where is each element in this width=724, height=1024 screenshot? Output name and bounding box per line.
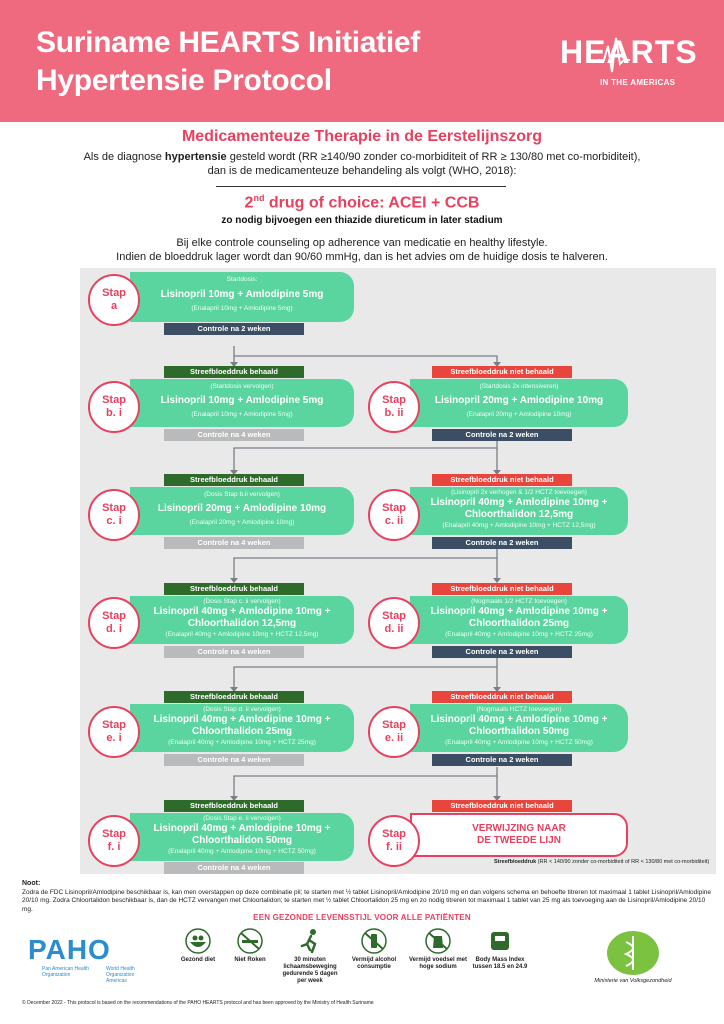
stap-e-ii-main-2: Chloorthalidon 50mg: [469, 726, 569, 737]
stap-f-i-circle: [88, 815, 140, 867]
stap-f-i-main-1: Lisinopril 40mg + Amlodipine 10mg +: [153, 823, 331, 834]
diagnosis-pre: Als de diagnose: [83, 151, 165, 163]
advice-line-2: Indien de bloeddruk lager wordt dan 90/60 mmHg, dan is het advies om de huidige dosis te halveren.: [116, 251, 608, 263]
stap-d-ii-circle: [368, 597, 420, 649]
stap-f-i-small-top: (Dosis Stap e. ii vervolgen): [203, 815, 281, 822]
stap-f-ii-main-1: VERWIJZING NAAR: [472, 823, 566, 834]
stap-d-ii-header: Streefbloeddruk niet behaald: [432, 583, 572, 595]
stap-b-i-main: Lisinopril 10mg + Amlodipine 5mg: [160, 395, 324, 406]
stap-c-ii-main-1: Lisinopril 40mg + Amlodipine 10mg +: [430, 497, 608, 508]
legend-rest: (RR < 140/90 zonder co-morbiditeit of RR < 130/80 met co-morbiditeit): [536, 859, 710, 865]
stap-f-ii-circle: [368, 815, 420, 867]
stap-c-i-circle: [88, 489, 140, 541]
stap-c-i-control: Controle na 4 weken: [164, 537, 304, 549]
stap-code: d. ii: [384, 623, 404, 635]
paho-line-1: Pan American Health Organization: [42, 966, 89, 978]
stap-e-ii-circle: [368, 706, 420, 758]
stap-d-ii-main-1: Lisinopril 40mg + Amlodipine 10mg +: [430, 606, 608, 617]
lifestyle-label: Vermijd alcohol consumptie: [351, 957, 397, 970]
stap-label: Stap: [102, 502, 126, 514]
stap-a-box: [130, 272, 354, 322]
drug-sup: nd: [253, 193, 265, 203]
stap-c-ii-main-2: Chloorthalidon 12,5mg: [464, 509, 574, 520]
stap-f-i-small-bottom: (Enalapril 40mg + Amlodipine 10mg + HCTZ 50mg): [168, 848, 316, 855]
stap-label: Stap: [102, 719, 126, 731]
stap-b-ii-small-top: (Startdosis 2x intensiveren): [479, 383, 559, 390]
stap-d-ii-box: [410, 596, 628, 644]
stap-code: a: [110, 300, 118, 312]
note-title: Noot:: [22, 880, 41, 887]
lifestyle-item-diet: [168, 928, 228, 964]
stap-d-ii-small-bottom: (Enalapril 40mg + Amlodipine 10mg + HCTZ 25mg): [445, 631, 593, 638]
stap-code: d. i: [106, 623, 122, 635]
stap-e-ii-box: [410, 704, 628, 752]
stap-b-i-circle: [88, 381, 140, 433]
lifestyle-label: Gezond diet: [180, 957, 216, 963]
stap-e-ii-header: Streefbloeddruk niet behaald: [432, 691, 572, 703]
stap-code: c. i: [106, 515, 122, 527]
lifestyle-label: Niet Roken: [234, 957, 266, 963]
diagnosis-post: gesteld wordt (RR ≥140/90 zonder co-morbiditeit of RR ≥ 130/80 met co-morbiditeit),: [226, 151, 641, 163]
stap-d-ii-main-2: Chloorthalidon 25mg: [469, 618, 569, 629]
lifestyle-item-bmi: [470, 928, 530, 971]
stap-d-ii-small-top: (Nogmaals 1/2 HCTZ toevoegen): [471, 598, 567, 605]
stap-b-ii-header: Streefbloeddruk niet behaald: [432, 366, 572, 378]
no-salt-icon: [424, 928, 452, 954]
stap-c-ii-small-top: (Lisinopril 2x verhogen & 1/2 HCTZ toevoegen): [451, 489, 587, 496]
stap-a-main: Lisinopril 10mg + Amlodipine 5mg: [160, 289, 324, 300]
note-block: [22, 880, 712, 914]
stap-b-i-small-bottom: (Enalapril 10mg + Amlodipine 5mg): [191, 411, 293, 418]
stap-d-i-control: Controle na 4 weken: [164, 646, 304, 658]
stap-f-i-main-2: Chloorthalidon 50mg: [192, 835, 292, 846]
lifestyle-label: Body Mass Index tussen 18.5 en 24.9: [472, 957, 528, 970]
stap-b-ii-control: Controle na 2 weken: [432, 429, 572, 441]
legend-bold: Streefbloeddruk: [494, 859, 537, 865]
stap-c-ii-control: Controle na 2 weken: [432, 537, 572, 549]
stap-e-i-main-1: Lisinopril 40mg + Amlodipine 10mg +: [153, 714, 331, 725]
stap-d-i-box: [130, 596, 354, 644]
stap-c-i-small-bottom: (Enalapril 20mg + Amlodipine 10mg): [189, 519, 295, 526]
stap-e-i-main-2: Chloorthalidon 25mg: [192, 726, 292, 737]
bmi-scale-icon: [486, 928, 514, 954]
stap-b-ii-main: Lisinopril 20mg + Amlodipine 10mg: [434, 395, 604, 406]
lifestyle-item-exercise: [280, 928, 340, 985]
drug-prefix: 2: [244, 194, 254, 212]
stap-label: Stap: [382, 828, 406, 840]
stap-d-i-small-bottom: (Enalapril 40mg + Amlodipine 10mg + HCTZ 12,5mg): [165, 631, 319, 638]
stap-b-ii-box: [410, 379, 628, 427]
salad-icon: [184, 928, 212, 954]
stap-e-ii-small-top: (Nogmaals HCTZ toevoegen): [476, 706, 562, 713]
stap-code: f. ii: [386, 841, 402, 853]
stap-c-ii-circle: [368, 489, 420, 541]
stap-d-i-circle: [88, 597, 140, 649]
stap-a-small-top: Startdosis:: [226, 276, 258, 283]
drug-rest: drug of choice: ACEI + CCB: [264, 194, 480, 212]
stap-d-i-main-2: Chloorthalidon 12,5mg: [187, 618, 297, 629]
paho-line-2: World Health Organization Americas: [106, 966, 135, 984]
title-line-2: Hypertensie Protocol: [36, 64, 332, 97]
lifestyle-item-alcohol: [344, 928, 404, 971]
stap-a-small-bottom: (Enalapril 10mg + Amlodipine 5mg): [191, 305, 293, 312]
stap-label: Stap: [102, 394, 126, 406]
stap-e-ii-main-1: Lisinopril 40mg + Amlodipine 10mg +: [430, 714, 608, 725]
stap-label: Stap: [102, 828, 126, 840]
stap-f-i-box: [130, 813, 354, 861]
stap-e-i-small-bottom: (Enalapril 40mg + Amlodipine 10mg + HCTZ 25mg): [168, 739, 316, 746]
stap-c-ii-box: [410, 487, 628, 535]
stap-c-i-main: Lisinopril 20mg + Amlodipine 10mg: [157, 503, 327, 514]
paho-word: PAHO: [28, 934, 111, 965]
stap-f-i-header: Streefbloeddruk behaald: [164, 800, 304, 812]
ministry-label: Ministerie van Volksgezondheid: [594, 978, 672, 984]
stap-code: c. ii: [384, 515, 404, 527]
stap-label: Stap: [102, 287, 126, 299]
stap-f-ii-box: [410, 813, 628, 857]
lifestyle-item-smoking: [220, 928, 280, 964]
lifestyle-label: 30 minuten lichaamsbeweging gedurende 5 dagen per week: [282, 957, 338, 984]
running-icon: [296, 928, 324, 954]
stap-b-i-small-top: (Startdosis vervolgen): [210, 383, 274, 390]
stap-d-i-small-top: (Dosis Stap c. ii vervolgen): [203, 598, 281, 605]
stap-d-ii-control: Controle na 2 weken: [432, 646, 572, 658]
stap-c-ii-small-bottom: (Enalapril 40mg + Amlodipine 10mg + HCTZ 12,5mg): [442, 522, 596, 529]
stap-code: e. ii: [384, 732, 404, 744]
stap-code: b. i: [106, 407, 122, 419]
streefbloeddruk-legend: [494, 859, 709, 865]
stap-c-i-header: Streefbloeddruk behaald: [164, 474, 304, 486]
stap-f-ii-main-2: DE TWEEDE LIJN: [477, 835, 561, 846]
diagnosis-bold: hypertensie: [164, 151, 227, 163]
stap-label: Stap: [382, 502, 406, 514]
no-smoking-icon: [236, 928, 264, 954]
stap-label: Stap: [382, 719, 406, 731]
stap-f-ii-header: Streefbloeddruk niet behaald: [432, 800, 572, 812]
footer-copyright: © December 2022 - This protocol is based on the recommendations of the PAHO HEARTS protocol and has been approved by the Ministry of Health Suriname: [22, 1000, 374, 1006]
stap-e-i-control: Controle na 4 weken: [164, 754, 304, 766]
stap-a-control: Controle na 2 weken: [164, 323, 304, 335]
stap-code: f. i: [107, 841, 121, 853]
advice-line-1: Bij elke controle counseling op adherence van medicatie en healthy lifestyle.: [176, 237, 548, 249]
stap-e-i-header: Streefbloeddruk behaald: [164, 691, 304, 703]
stap-e-ii-control: Controle na 2 weken: [432, 754, 572, 766]
stap-b-i-header: Streefbloeddruk behaald: [164, 366, 304, 378]
ministry-emblem-icon: [588, 928, 678, 978]
stap-code: e. i: [106, 732, 122, 744]
lifestyle-label: Vermijd voedsel met hoge sodium: [408, 957, 468, 970]
stap-a-circle: [88, 274, 140, 326]
ministry-logo: [588, 928, 678, 988]
stap-e-i-circle: [88, 706, 140, 758]
stap-e-ii-small-bottom: (Enalapril 40mg + Amlodipine 10mg + HCTZ 50mg): [445, 739, 593, 746]
stap-e-i-box: [130, 704, 354, 752]
stap-d-i-main-1: Lisinopril 40mg + Amlodipine 10mg +: [153, 606, 331, 617]
stap-b-ii-circle: [368, 381, 420, 433]
lifestyle-title: EEN GEZONDE LEVENSSTIJL VOOR ALLE PATIËNTEN: [253, 913, 471, 922]
stap-d-i-header: Streefbloeddruk behaald: [164, 583, 304, 595]
drug-subtitle: zo nodig bijvoegen een thiazide diureticum in later stadium: [221, 215, 503, 226]
hearts-logo-word: HEARTS: [560, 34, 698, 70]
stap-b-ii-small-bottom: (Enalapril 20mg + Amlodipine 10mg): [466, 411, 572, 418]
note-text: Zodra de FDC Lisinopril/Amlodipine beschikbaar is, kan men overstappen op deze combinatie pil; te starten met ½ tablet Lisinopril/Amlodipine 20/10 mg en dan volgens schema en behoefte titreren tot maximaal 1 tablet Lisinopril/Amlodipine 20/10 mg. Zodra Chloortalidon beschikbaar is, dan de HCTZ vervangen met Chloortalidon; te starten met ½ tablet Chloortalidon 25 mg en zo nodig titreren tot maximaal 1 tablet van 25 mg als toevoeging aan de Lisinopril/Amlodipine 20/10 mg.: [22, 888, 712, 913]
title-line-1: Suriname HEARTS Initiatief: [36, 26, 420, 59]
hearts-logo-sub: IN THE AMERICAS: [600, 78, 676, 87]
stap-label: Stap: [102, 610, 126, 622]
stap-c-i-small-top: (Dosis Stap b.ii vervolgen): [204, 491, 280, 498]
stap-code: b. ii: [384, 407, 404, 419]
no-alcohol-icon: [360, 928, 388, 954]
stap-f-i-control: Controle na 4 weken: [164, 862, 304, 874]
diagnosis-line-2: dan is de medicamenteuze behandeling als volgt (WHO, 2018):: [207, 165, 517, 177]
lifestyle-item-sodium: [408, 928, 468, 971]
section-title: Medicamenteuze Therapie in de Eerstelijnszorg: [181, 128, 543, 145]
stap-b-i-control: Controle na 4 weken: [164, 429, 304, 441]
stap-label: Stap: [382, 394, 406, 406]
stap-e-i-small-top: (Dosis Stap d. ii vervolgen): [203, 706, 281, 713]
stap-label: Stap: [382, 610, 406, 622]
paho-logo: [28, 934, 148, 984]
stap-c-i-box: [130, 487, 354, 535]
stap-c-ii-header: Streefbloeddruk niet behaald: [432, 474, 572, 486]
stap-b-i-box: [130, 379, 354, 427]
